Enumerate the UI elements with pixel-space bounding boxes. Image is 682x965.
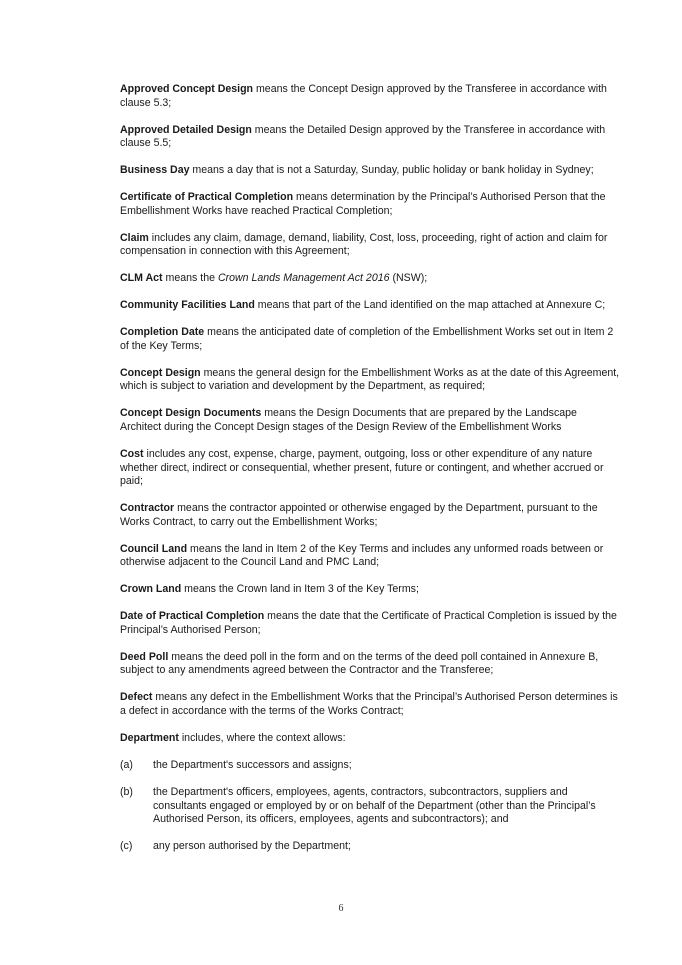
definition-item [120, 299, 620, 313]
definition-text: means the date that the Certificate of Practical Completion is issued by the Principal’s Authorised Person; [120, 610, 617, 636]
defined-term: Business Day [120, 164, 190, 177]
definition-text: includes any cost, expense, charge, payment, outgoing, loss or other expenditure of any nature whether direct, indirect or consequential, whether present, future or contingent, and whether accrued or paid; [120, 448, 604, 488]
defined-term: Claim [120, 231, 149, 244]
defined-term: Deed Poll [120, 650, 169, 663]
definition-text: means that part of the Land identified on the map attached at Annexure C; [254, 299, 606, 312]
defined-term: Council Land [120, 542, 188, 555]
definition-text: means the contractor appointed or otherwise engaged by the Department, pursuant to the Works Contract, to carry out the Embellishment Works; [120, 502, 598, 528]
definitions-section [120, 83, 620, 867]
definition-text-after: (NSW); [389, 272, 428, 285]
defined-term: Certificate of Practical Completion [120, 191, 294, 204]
definition-text: means the general design for the Embellishment Works as at the date of this Agreement, which is subject to variation and development by the Department, as required; [120, 366, 620, 393]
defined-term: Community Facilities Land [120, 299, 255, 312]
list-item-text: the Department's officers, employees, agents, contractors, subcontractors, suppliers and consultants engaged or employed by or on behalf of the Department (other than the Principal’s Authorised Person, its officers, employees, agents and subcontractors); and [153, 786, 596, 826]
act-title: Crown Lands Management Act 2016 [217, 272, 390, 285]
definition-item [120, 448, 620, 489]
definition-item [120, 691, 620, 718]
defined-term: Completion Date [120, 326, 205, 339]
definition-item [120, 232, 620, 259]
defined-term: Crown Land [120, 583, 182, 596]
page-number: 6 [338, 903, 344, 914]
defined-term: Date of Practical Completion [120, 610, 265, 623]
defined-term: Department [120, 732, 179, 745]
list-item-label: (a) [120, 759, 133, 772]
definition-item [120, 543, 620, 570]
department-list [120, 759, 620, 854]
definition-item [120, 367, 620, 394]
list-item-label: (c) [120, 840, 133, 853]
definition-text: means the Concept Design approved by the Transferee in accordance with clause 5.3; [120, 83, 607, 109]
list-item [120, 786, 620, 827]
definition-text: means any defect in the Embellishment Works that the Principal’s Authorised Person determines is a defect in accordance with the terms of the Works Contract; [120, 691, 618, 718]
defined-term: Defect [120, 691, 153, 704]
definition-text: means a day that is not a Saturday, Sunday, public holiday or bank holiday in Sydney; [189, 164, 594, 177]
definition-text: means the land in Item 2 of the Key Terms and includes any unformed roads between or otherwise adjacent to the Council Land and PMC Land; [120, 542, 604, 569]
definition-item [120, 407, 620, 434]
definition-text: means the Design Documents that are prepared by the Landscape Architect during the Concept Design stages of the Design Review of the Embellishment Works [120, 407, 577, 434]
list-item [120, 759, 620, 773]
definition-text: includes any claim, damage, demand, liability, Cost, loss, proceeding, right of action and claim for compensation in connection with this Agreement; [120, 231, 608, 258]
defined-term: Cost [120, 448, 144, 460]
list-item-text: the Department's successors and assigns; [153, 759, 352, 772]
definition-text: means the anticipated date of completion of the Embellishment Works set out in Item 2 of the Key Terms; [120, 326, 614, 352]
defined-term: Approved Concept Design [120, 83, 254, 95]
defined-term: Contractor [120, 502, 175, 515]
list-item-text: any person authorised by the Department; [153, 840, 351, 853]
defined-term: CLM Act [120, 272, 163, 285]
definition-item [120, 583, 620, 597]
defined-term: Approved Detailed Design [120, 123, 252, 136]
defined-term: Concept Design [120, 366, 201, 379]
definition-item [120, 610, 620, 637]
definition-text: means the deed poll in the form and on the terms of the deed poll contained in Annexure B, subject to any amendments agreed between the Contractor and the Transferee; [120, 650, 599, 677]
definition-text: means the Detailed Design approved by the Transferee in accordance with clause 5.5; [120, 123, 606, 150]
definition-text: means the Crown land in Item 3 of the Key Terms; [181, 583, 419, 596]
definition-text: includes, where the context allows: [178, 732, 346, 745]
definition-item [120, 502, 620, 529]
definition-item [120, 732, 620, 746]
definition-item [120, 326, 620, 353]
list-item-label: (b) [120, 786, 133, 799]
defined-term: Concept Design Documents [120, 407, 262, 420]
definition-item [120, 651, 620, 678]
definition-text: means the [162, 272, 218, 285]
definition-item [120, 272, 620, 286]
list-item [120, 840, 620, 854]
definition-item [120, 83, 620, 110]
definition-text: means determination by the Principal’s Authorised Person that the Embellishment Works have reached Practical Completion; [120, 191, 606, 217]
definition-item [120, 124, 620, 151]
definition-item [120, 164, 620, 178]
definition-item [120, 191, 620, 218]
